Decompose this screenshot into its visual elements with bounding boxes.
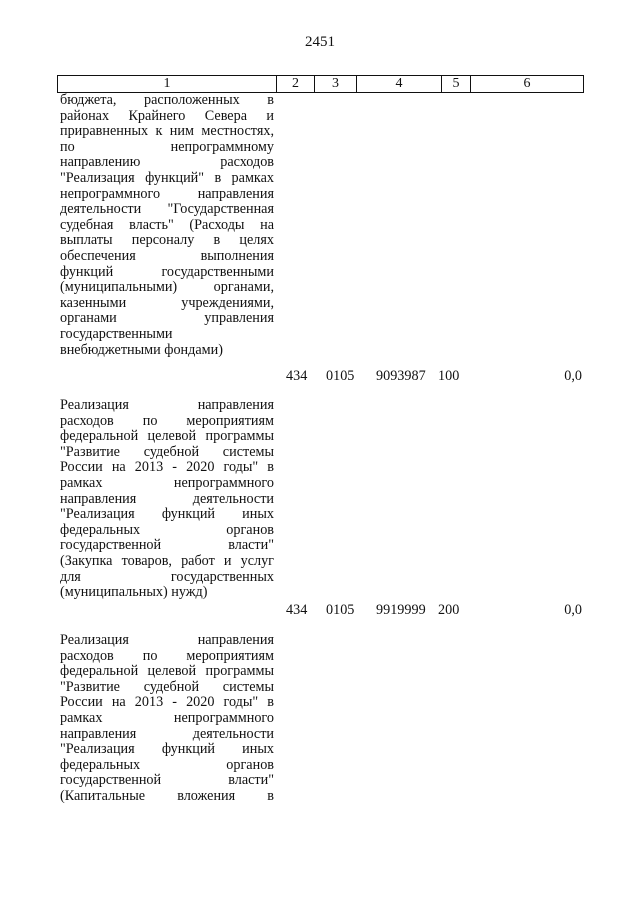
description-line: выплаты персоналу в целях bbox=[60, 232, 274, 249]
target-article-code: 9919999 bbox=[376, 602, 426, 618]
description-line: направления деятельности bbox=[60, 490, 274, 507]
description-line: приравненных к ним местностях, bbox=[60, 123, 274, 140]
description-line: "Развитие судебной системы bbox=[60, 678, 274, 695]
description-line: "Реализация функций иных bbox=[60, 741, 274, 758]
column-header-3: 3 bbox=[315, 76, 357, 93]
description-line: направлению расходов bbox=[60, 154, 274, 171]
column-header-1: 1 bbox=[58, 76, 277, 93]
description-line: "Реализация функций" в рамках bbox=[60, 169, 274, 186]
section-code: 0105 bbox=[326, 368, 355, 384]
column-header-6: 6 bbox=[471, 76, 584, 93]
description-line: федеральной целевой программы bbox=[60, 428, 274, 445]
amount-value: 0,0 bbox=[564, 368, 582, 384]
description-line: расходов по мероприятиям bbox=[60, 647, 274, 664]
description-line: районах Крайнего Севера и bbox=[60, 107, 274, 124]
column-header-table bbox=[57, 75, 584, 93]
description-line: по непрограммному bbox=[60, 138, 274, 155]
description-line: казенными учреждениями, bbox=[60, 294, 274, 311]
description-line: внебюджетными фондами) bbox=[60, 341, 223, 358]
description-line: Реализация направления bbox=[60, 397, 274, 413]
description-line: "Развитие судебной системы bbox=[60, 443, 274, 460]
column-header-5: 5 bbox=[442, 76, 471, 93]
description-line: государственной власти" bbox=[60, 772, 274, 789]
description-line: Реализация направления bbox=[60, 632, 274, 648]
description-line: государственной власти" bbox=[60, 537, 274, 554]
column-header-4: 4 bbox=[357, 76, 442, 93]
description-line: органами управления bbox=[60, 310, 274, 327]
description-line: обеспечения выполнения bbox=[60, 247, 274, 264]
amount-value: 0,0 bbox=[564, 602, 582, 618]
description-line: федеральной целевой программы bbox=[60, 663, 274, 680]
description-line: непрограммного направления bbox=[60, 185, 274, 202]
description-line: деятельности "Государственная bbox=[60, 201, 274, 218]
row-description bbox=[60, 633, 274, 805]
description-line: (Закупка товаров, работ и услуг bbox=[60, 552, 274, 569]
target-article-code: 9093987 bbox=[376, 368, 426, 384]
section-code: 0105 bbox=[326, 602, 355, 618]
description-line: (Капитальные вложения в bbox=[60, 787, 274, 804]
description-line: бюджета, расположенных в bbox=[60, 92, 274, 108]
description-line: рамках непрограммного bbox=[60, 709, 274, 726]
description-line: (муниципальными) органами, bbox=[60, 279, 274, 296]
description-line: (муниципальных) нужд) bbox=[60, 584, 208, 601]
expense-type-code: 100 bbox=[438, 368, 460, 384]
description-line: федеральных органов bbox=[60, 521, 274, 538]
description-line: "Реализация функций иных bbox=[60, 506, 274, 523]
description-line: России на 2013 - 2020 годы" в bbox=[60, 459, 274, 476]
description-line: функций государственными bbox=[60, 263, 274, 280]
expense-type-code: 200 bbox=[438, 602, 460, 618]
description-line: федеральных органов bbox=[60, 756, 274, 773]
description-line: России на 2013 - 2020 годы" в bbox=[60, 694, 274, 711]
description-line: расходов по мероприятиям bbox=[60, 412, 274, 429]
description-line: рамках непрограммного bbox=[60, 474, 274, 491]
description-line: для государственных bbox=[60, 568, 274, 585]
row-description bbox=[60, 93, 274, 358]
row-description bbox=[60, 398, 274, 601]
page-number: 2451 bbox=[305, 34, 335, 50]
description-line: судебная власть" (Расходы на bbox=[60, 216, 274, 233]
admin-code: 434 bbox=[286, 602, 308, 618]
description-line: направления деятельности bbox=[60, 725, 274, 742]
admin-code: 434 bbox=[286, 368, 308, 384]
description-line: государственными bbox=[60, 325, 173, 342]
column-header-2: 2 bbox=[277, 76, 315, 93]
column-header-row bbox=[58, 76, 584, 93]
